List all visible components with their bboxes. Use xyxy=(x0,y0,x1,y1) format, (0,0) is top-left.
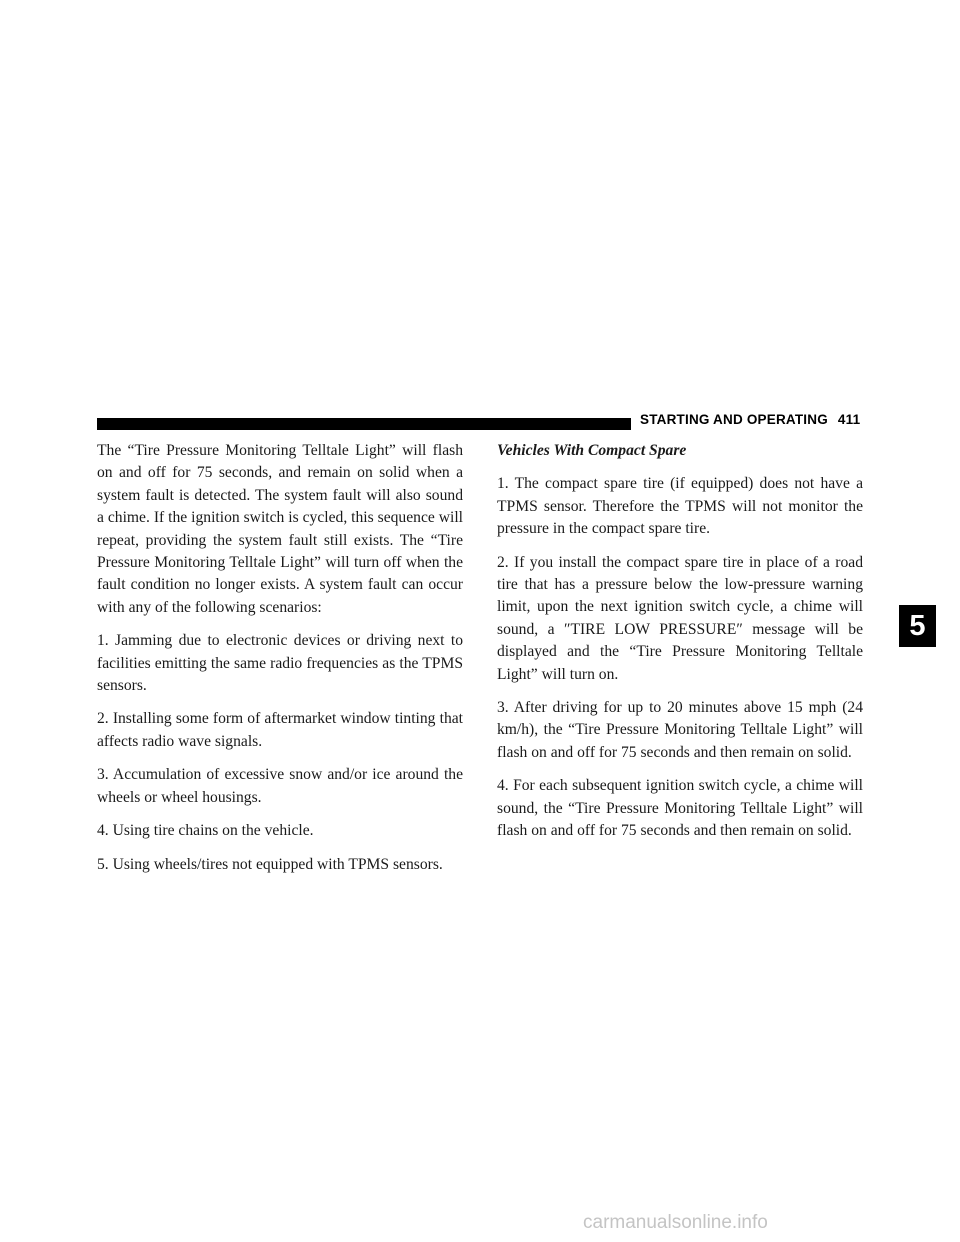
header-rule xyxy=(97,418,631,430)
list-item: 4. Using tire chains on the vehicle. xyxy=(97,822,314,840)
list-item: 4. For each subsequent ignition switch cycle, a chime will sound, the “Tire Pressure Monitoring Telltale Light” will flash on and off for 75 seconds and then remain on solid. xyxy=(497,777,863,840)
list-item: 1. Jamming due to electronic devices or driving next to facilities emitting the same radio frequencies as the TPMS sensors. xyxy=(97,632,463,695)
watermark-text: carmanualsonline.info xyxy=(583,1212,768,1233)
intro-paragraph: The “Tire Pressure Monitoring Telltale Light” will flash on and off for 75 seconds, and remain on solid when a system fault is detected. The system fault will also sound a chime. If the ignition switch is cycled, this sequence will repeat, providing the system fault still exists. The “Tire Pressure Monitoring Telltale Light” will turn off when the fault condition no longer exists. A system fault can occur with any of the following scenarios: xyxy=(97,442,463,616)
page-number: 411 xyxy=(837,412,861,427)
list-item: 2. Installing some form of aftermarket window tinting that affects radio wave signals. xyxy=(97,710,463,750)
subheading: Vehicles With Compact Spare xyxy=(497,442,687,459)
section-title: STARTING AND OPERATING xyxy=(640,412,828,427)
chapter-tab: 5 xyxy=(899,605,936,647)
list-item: 5. Using wheels/tires not equipped with TPMS sensors. xyxy=(97,855,443,873)
left-column xyxy=(97,440,463,887)
list-item: 3. Accumulation of excessive snow and/or ice around the wheels or wheel housings. xyxy=(97,766,463,806)
list-item: 2. If you install the compact spare tire in place of a road tire that has a pressure below the low-pressure warning limit, upon the next ignition switch cycle, a chime will sound, a ″TIRE LOW PRESSURE″ message will be displayed and the “Tire Pressure Monitoring Telltale Light” will turn on. xyxy=(497,553,863,683)
list-item: 3. After driving for up to 20 minutes above 15 mph (24 km/h), the “Tire Pressure Monitoring Telltale Light” will flash on and off for 75 seconds and then remain on solid. xyxy=(497,699,863,761)
list-item: 1. The compact spare tire (if equipped) does not have a TPMS sensor. Therefore the TPMS will not monitor the pressure in the compact spare tire. xyxy=(497,475,863,538)
running-header xyxy=(640,412,860,427)
right-column xyxy=(497,440,863,854)
